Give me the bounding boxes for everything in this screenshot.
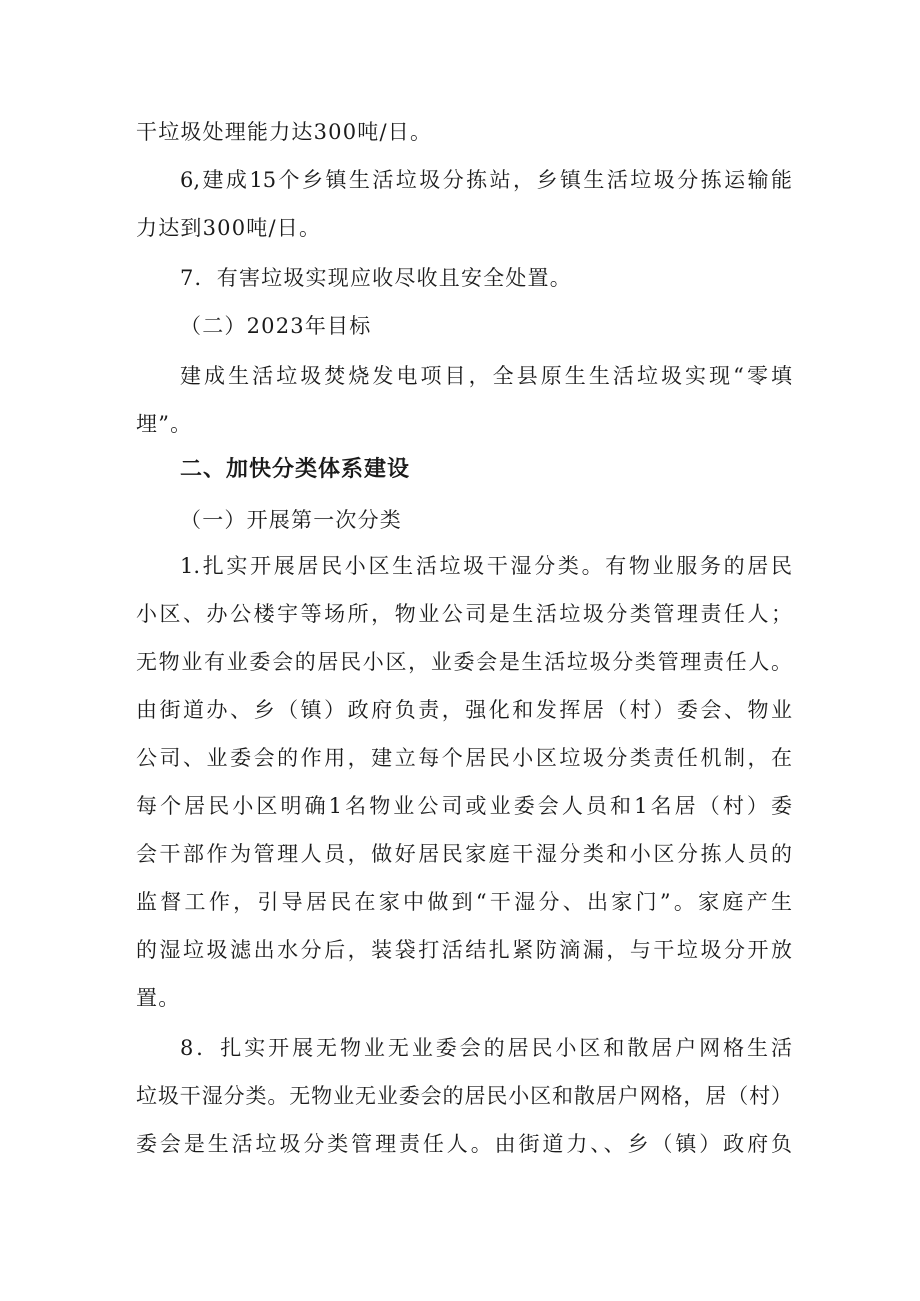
paragraph-1-line-1: 1.扎实开展居民小区生活垃圾干湿分类。有物业服务的居民 bbox=[180, 554, 792, 578]
text-line: 埋”。 bbox=[136, 412, 193, 436]
text-line: 会干部作为管理人员，做好居民家庭干湿分类和小区分拣人员的 bbox=[136, 842, 792, 866]
text-line: 无物业有业委会的居民小区，业委会是生活垃圾分类管理责任人。 bbox=[136, 650, 792, 674]
paragraph-6-line-1: 6,建成15个乡镇生活垃圾分拣站，乡镇生活垃圾分拣运输能 bbox=[180, 168, 792, 192]
text-line: 的湿垃圾滤出水分后，装袋打活结扎紧防滴漏，与干垃圾分开放 bbox=[136, 938, 792, 962]
section-heading: 二、加快分类体系建设 bbox=[180, 457, 411, 482]
text-line: 置。 bbox=[136, 986, 181, 1010]
text-line: 干垃圾处理能力达300吨/日。 bbox=[136, 120, 433, 144]
subheading-2023-target: （二）2023年目标 bbox=[180, 314, 372, 338]
text-line: 力达到300吨/日。 bbox=[136, 216, 322, 240]
text-line: 小区、办公楼宇等场所，物业公司是生活垃圾分类管理责任人； bbox=[136, 602, 792, 626]
text-line: 每个居民小区明确1名物业公司或业委会人员和1名居（村）委 bbox=[136, 794, 792, 818]
paragraph-2023-line-1: 建成生活垃圾焚烧发电项目，全县原生生活垃圾实现“零填 bbox=[180, 364, 792, 388]
paragraph-8-line-1: 8．扎实开展无物业无业委会的居民小区和散居户网格生活 bbox=[180, 1036, 792, 1060]
paragraph-7: 7．有害垃圾实现应收尽收且安全处置。 bbox=[180, 266, 572, 290]
text-line: 由街道办、乡（镇）政府负责，强化和发挥居（村）委会、物业 bbox=[136, 698, 792, 722]
text-line: 公司、业委会的作用，建立每个居民小区垃圾分类责任机制，在 bbox=[136, 746, 792, 770]
text-line: 委会是生活垃圾分类管理责任人。由街道力、、乡（镇）政府负 bbox=[136, 1132, 792, 1156]
text-line: 监督工作，引导居民在家中做到“干湿分、出家门”。家庭产生 bbox=[136, 890, 792, 914]
text-line: 垃圾干湿分类。无物业无业委会的居民小区和散居户网格，居（村） bbox=[136, 1084, 792, 1108]
subheading-first-sort: （一）开展第一次分类 bbox=[180, 508, 402, 532]
